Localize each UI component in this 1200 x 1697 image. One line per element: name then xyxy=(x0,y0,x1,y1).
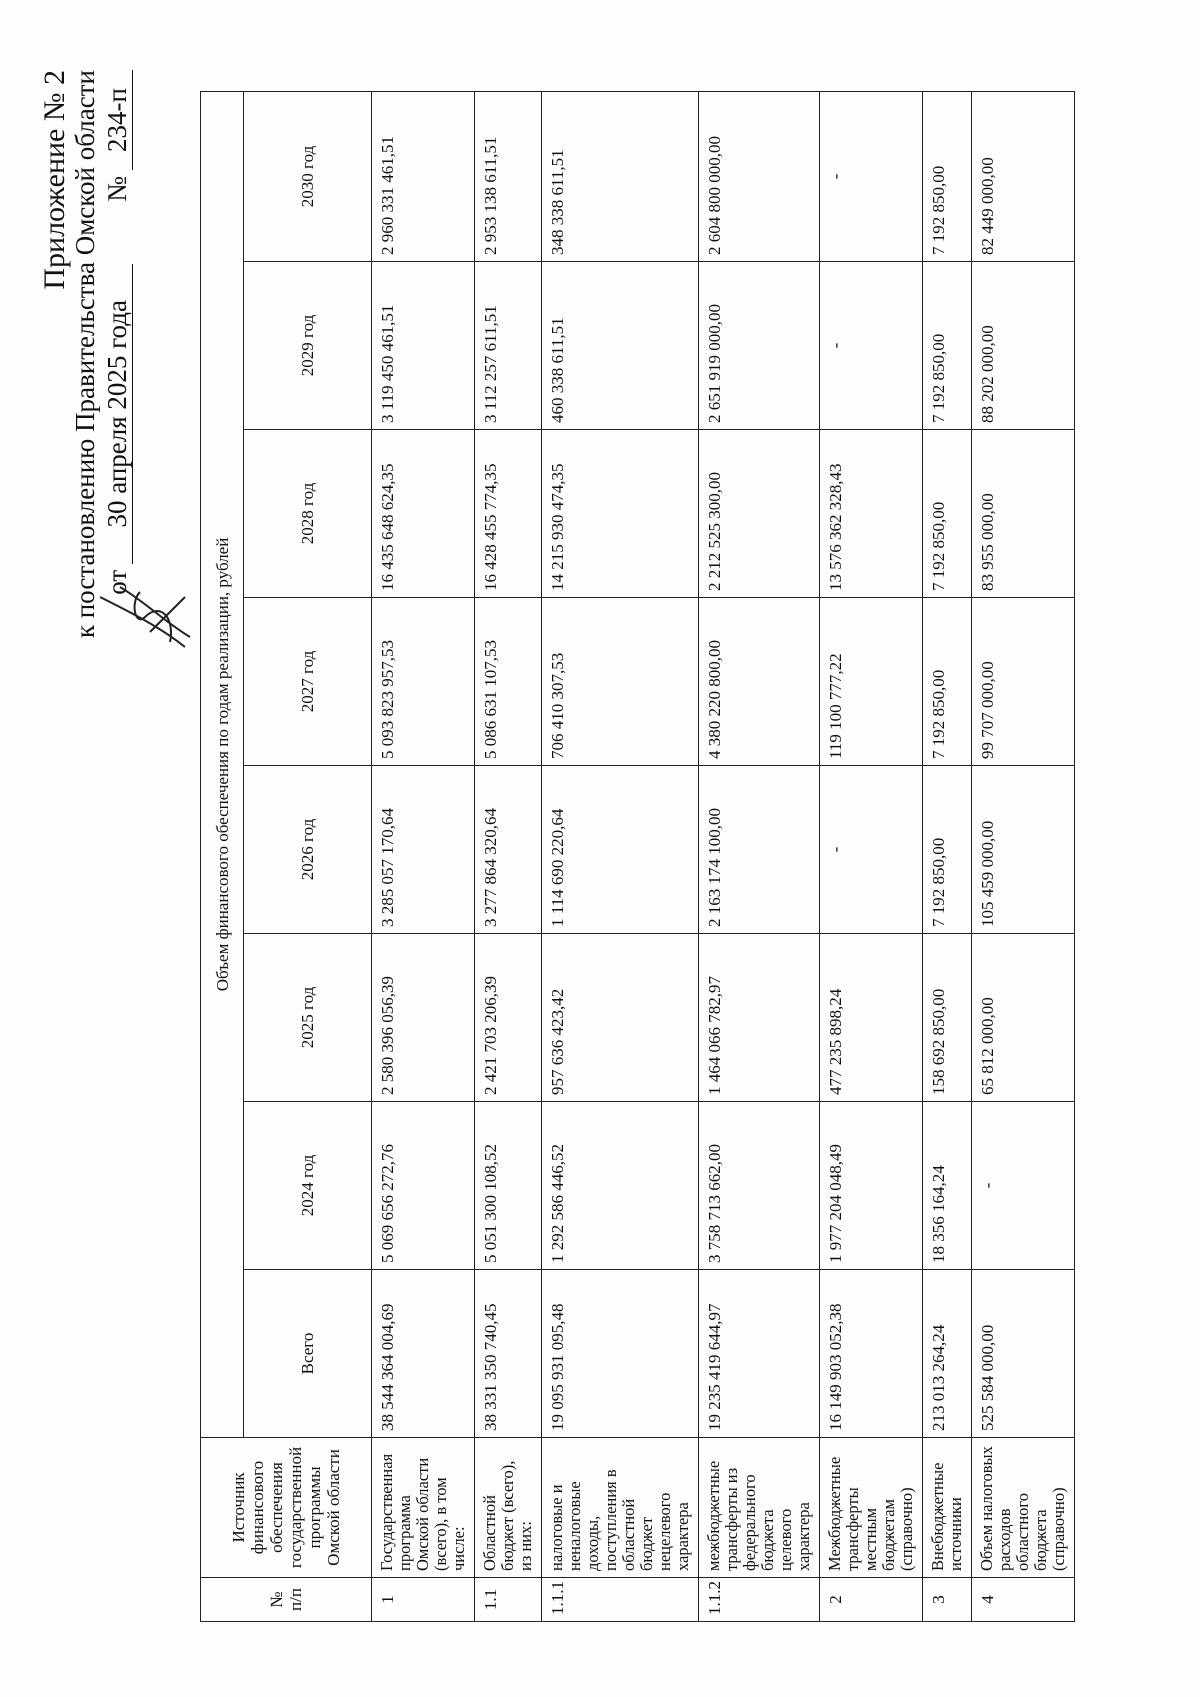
cell-year-value: 18 356 164,24 xyxy=(923,1102,972,1270)
cell-total: 525 584 000,00 xyxy=(972,1270,1075,1438)
cell-year-value: 99 707 000,00 xyxy=(972,598,1075,766)
cell-year-value: 2 421 703 206,39 xyxy=(475,934,542,1102)
table-row xyxy=(372,91,475,1621)
row-source: Межбюджетные трансферты местным бюджетам (справочно) xyxy=(820,1438,923,1578)
table-row xyxy=(820,91,923,1621)
table-row xyxy=(699,91,820,1621)
signature-mark xyxy=(90,577,200,657)
cell-year-value: - xyxy=(972,1102,1075,1270)
appendix-title: Приложение № 2 xyxy=(38,70,71,290)
financing-table xyxy=(200,91,1075,1622)
cell-year-value: - xyxy=(820,262,923,430)
row-number: 1.1.2 xyxy=(699,1578,820,1622)
cell-year-value: 65 812 000,00 xyxy=(972,934,1075,1102)
date-prefix: от xyxy=(102,569,132,595)
cell-year-value: - xyxy=(820,91,923,261)
table-row xyxy=(475,91,542,1621)
cell-year-value: 2 580 396 056,39 xyxy=(372,934,475,1102)
header-year-2028: 2028 год xyxy=(244,430,372,598)
cell-total: 19 235 419 644,97 xyxy=(699,1270,820,1438)
cell-total: 38 544 364 004,69 xyxy=(372,1270,475,1438)
row-number: 1.1.1 xyxy=(542,1578,699,1622)
row-source: Объем налоговых расходов областного бюджета (справочно) xyxy=(972,1438,1075,1578)
cell-year-value: 2 604 800 000,00 xyxy=(699,91,820,261)
row-source: Областной бюджет (всего), из них: xyxy=(475,1438,542,1578)
cell-year-value: 3 277 864 320,64 xyxy=(475,766,542,934)
cell-year-value: 2 651 919 000,00 xyxy=(699,262,820,430)
header-source: Источник финансового обеспечения государственной программы Омской области xyxy=(201,1438,372,1578)
appendix-header xyxy=(40,70,133,830)
cell-year-value: 88 202 000,00 xyxy=(972,262,1075,430)
row-source: Внебюджетные источники xyxy=(923,1438,972,1578)
cell-year-value: 7 192 850,00 xyxy=(923,262,972,430)
cell-year-value: 82 449 000,00 xyxy=(972,91,1075,261)
cell-year-value: 348 338 611,51 xyxy=(542,91,699,261)
cell-year-value: 16 428 455 774,35 xyxy=(475,430,542,598)
cell-year-value: 119 100 777,22 xyxy=(820,598,923,766)
cell-year-value: 7 192 850,00 xyxy=(923,766,972,934)
cell-total: 16 149 903 052,38 xyxy=(820,1270,923,1438)
cell-year-value: 83 955 000,00 xyxy=(972,430,1075,598)
table-body xyxy=(372,91,1075,1621)
table-row xyxy=(542,91,699,1621)
header-financing-volume: Объем финансового обеспечения по годам реализации, рублей xyxy=(201,91,244,1437)
cell-total: 19 095 931 095,48 xyxy=(542,1270,699,1438)
table-row xyxy=(923,91,972,1621)
cell-total: 213 013 264,24 xyxy=(923,1270,972,1438)
header-year-2029: 2029 год xyxy=(244,262,372,430)
cell-year-value: 706 410 307,53 xyxy=(542,598,699,766)
cell-year-value: 158 692 850,00 xyxy=(923,934,972,1102)
cell-year-value: 2 960 331 461,51 xyxy=(372,91,475,261)
cell-year-value: 2 212 525 300,00 xyxy=(699,430,820,598)
row-number: 1.1 xyxy=(475,1578,542,1622)
header-year-2027: 2027 год xyxy=(244,598,372,766)
cell-year-value: 7 192 850,00 xyxy=(923,598,972,766)
cell-year-value: 3 119 450 461,51 xyxy=(372,262,475,430)
resolution-date: 30 апреля 2025 года xyxy=(102,264,133,564)
table-row xyxy=(972,91,1075,1621)
cell-year-value: 13 576 362 328,43 xyxy=(820,430,923,598)
cell-year-value: 14 215 930 474,35 xyxy=(542,430,699,598)
date-number-line xyxy=(102,70,133,830)
cell-year-value: 477 235 898,24 xyxy=(820,934,923,1102)
cell-year-value: 1 464 066 782,97 xyxy=(699,934,820,1102)
header-total: Всего xyxy=(244,1270,372,1438)
header-year-2030: 2030 год xyxy=(244,91,372,261)
cell-year-value: 1 292 586 446,52 xyxy=(542,1102,699,1270)
header-row-number: № п/п xyxy=(201,1578,372,1622)
row-number: 2 xyxy=(820,1578,923,1622)
cell-year-value: 460 338 611,51 xyxy=(542,262,699,430)
resolution-reference: к постановлению Правительства Омской области xyxy=(70,70,100,639)
cell-year-value: 5 086 631 107,53 xyxy=(475,598,542,766)
header-year-2026: 2026 год xyxy=(244,766,372,934)
header-year-2025: 2025 год xyxy=(244,934,372,1102)
cell-year-value: 3 112 257 611,51 xyxy=(475,262,542,430)
cell-year-value: 2 163 174 100,00 xyxy=(699,766,820,934)
cell-year-value: 16 435 648 624,35 xyxy=(372,430,475,598)
resolution-number: 234-п xyxy=(102,70,133,170)
cell-year-value: 7 192 850,00 xyxy=(923,91,972,261)
cell-year-value: 105 459 000,00 xyxy=(972,766,1075,934)
cell-year-value: 957 636 423,42 xyxy=(542,934,699,1102)
row-number: 3 xyxy=(923,1578,972,1622)
number-prefix: № xyxy=(102,176,132,202)
cell-year-value: 1 114 690 220,64 xyxy=(542,766,699,934)
cell-year-value: 4 380 220 800,00 xyxy=(699,598,820,766)
cell-year-value: 7 192 850,00 xyxy=(923,430,972,598)
cell-year-value: 2 953 138 611,51 xyxy=(475,91,542,261)
cell-year-value: - xyxy=(820,766,923,934)
cell-year-value: 1 977 204 048,49 xyxy=(820,1102,923,1270)
cell-year-value: 5 093 823 957,53 xyxy=(372,598,475,766)
header-year-2024: 2024 год xyxy=(244,1102,372,1270)
row-source: межбюджетные трансферты из федерального бюджета целевого характера xyxy=(699,1438,820,1578)
row-source: налоговые и неналоговые доходы, поступления в областной бюджет нецелевого характера xyxy=(542,1438,699,1578)
cell-year-value: 5 051 300 108,52 xyxy=(475,1102,542,1270)
cell-year-value: 3 758 713 662,00 xyxy=(699,1102,820,1270)
cell-year-value: 3 285 057 170,64 xyxy=(372,766,475,934)
cell-total: 38 331 350 740,45 xyxy=(475,1270,542,1438)
row-number: 1 xyxy=(372,1578,475,1622)
row-number: 4 xyxy=(972,1578,1075,1622)
row-source: Государственная программа Омской области (всего), в том числе: xyxy=(372,1438,475,1578)
cell-year-value: 5 069 656 272,76 xyxy=(372,1102,475,1270)
